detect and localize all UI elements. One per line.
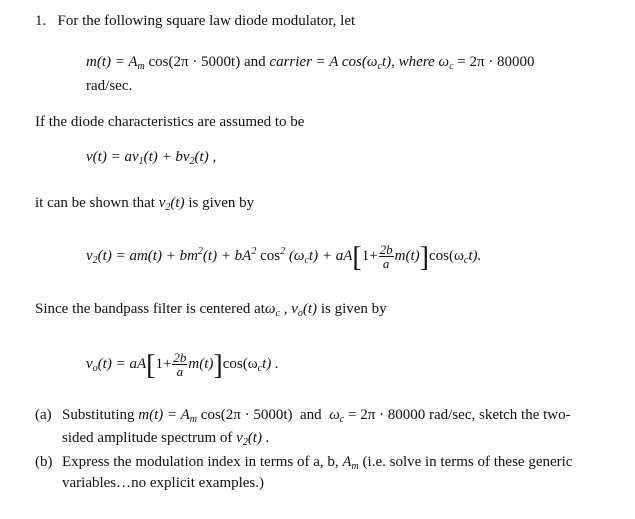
omega-symbol: ω bbox=[438, 54, 450, 70]
part-a-line2 bbox=[62, 429, 269, 447]
bandpass-text: Since the bandpass filter is centered at bbox=[35, 301, 265, 317]
and-word: and bbox=[243, 54, 270, 70]
v2-sub: 2 bbox=[165, 202, 171, 213]
frac-num: 2b bbox=[379, 242, 393, 257]
part-a-line1 bbox=[35, 406, 571, 424]
cos-tail-end: t). bbox=[468, 247, 482, 264]
vo-t: (t) bbox=[302, 301, 318, 317]
cos-tail: cos(ω bbox=[428, 247, 464, 264]
left-bracket: [ bbox=[352, 241, 362, 273]
bp-given: is given by bbox=[317, 301, 387, 317]
part-b-text1: Express the modulation index in terms of a, b, bbox=[62, 454, 343, 470]
one-plus: 1+ bbox=[361, 247, 378, 264]
cos-tail-sub: c bbox=[463, 254, 469, 266]
vo-right-bracket: ] bbox=[213, 349, 223, 381]
fraction-2b-a bbox=[379, 243, 394, 270]
v2-symbol: v bbox=[158, 195, 166, 211]
eq-csub: c bbox=[304, 254, 309, 266]
part-a-m-sub: m bbox=[189, 414, 198, 425]
part-a-v: v bbox=[236, 430, 243, 446]
v2-equation bbox=[86, 241, 482, 273]
eq-c: (t) + bA bbox=[202, 247, 252, 264]
shown-line bbox=[35, 194, 254, 212]
diode-eq-a: v(t) = av bbox=[86, 149, 139, 165]
part-a-omega: ω bbox=[329, 407, 340, 423]
part-a-text1: Substituting bbox=[62, 407, 139, 423]
vo-equation bbox=[86, 349, 279, 381]
shown-text: it can be shown that bbox=[35, 195, 159, 211]
bp-omega-sub: c bbox=[275, 308, 280, 319]
vo-cos-sub: c bbox=[257, 362, 263, 374]
eq-sub: 2 bbox=[92, 254, 98, 266]
vo-eq-a: v bbox=[86, 355, 93, 372]
eq-a: v bbox=[86, 247, 93, 264]
vo-m-t: m(t) bbox=[188, 355, 214, 372]
rad-sec-line: rad/sec. bbox=[86, 78, 133, 94]
vo-frac-num: 2b bbox=[173, 350, 187, 365]
part-a-cos: cos(2π · 5000t) bbox=[197, 407, 293, 423]
bp-comma: , bbox=[279, 301, 292, 317]
vo-eq-sub: o bbox=[92, 362, 98, 374]
carrier-word: carrier bbox=[269, 54, 312, 70]
m-t: m(t) bbox=[394, 247, 420, 264]
part-b-text2: (i.e. solve in terms of these generic bbox=[358, 454, 573, 470]
v2-t: (t) bbox=[170, 195, 185, 211]
eq-sq: 2 bbox=[197, 245, 203, 257]
part-b-line1 bbox=[35, 453, 572, 471]
problem-number: 1. bbox=[35, 13, 47, 29]
carrier-sub: c bbox=[377, 61, 382, 72]
given-by: is given by bbox=[184, 195, 255, 211]
diode-text: If the diode characteristics are assumed to be bbox=[35, 114, 305, 130]
vo-one-plus: 1+ bbox=[155, 355, 172, 372]
bp-omega: ω bbox=[264, 301, 276, 317]
part-b-A-sub: m bbox=[351, 461, 359, 472]
part-a-and: and bbox=[292, 407, 330, 423]
vo-symbol: v bbox=[291, 301, 298, 317]
vo-left-bracket: [ bbox=[146, 349, 156, 381]
message-cos: cos(2π · 5000t) bbox=[144, 54, 244, 70]
eq-e: (ω bbox=[285, 247, 305, 264]
part-b-line2: variables…no explicit examples.) bbox=[62, 475, 265, 491]
bandpass-line bbox=[35, 300, 387, 318]
carrier-t: t), bbox=[381, 54, 399, 70]
vo-eq-end: t) . bbox=[262, 355, 279, 372]
message-carrier-equation bbox=[86, 53, 535, 71]
omega-sub: c bbox=[449, 61, 454, 72]
where-word: where bbox=[398, 54, 439, 70]
part-a-omega-sub: c bbox=[339, 414, 345, 425]
right-bracket: ] bbox=[419, 241, 429, 273]
omega-value: = 2π · 80000 bbox=[453, 54, 535, 70]
diode-sub2: 2 bbox=[189, 156, 195, 167]
part-a-label: (a) bbox=[35, 407, 52, 423]
problem-intro-line bbox=[35, 12, 355, 30]
part-a-line2-text: sided amplitude spectrum of bbox=[62, 430, 237, 446]
eq-b: (t) = am(t) + bm bbox=[97, 247, 198, 264]
vo-frac-den: a bbox=[176, 364, 184, 379]
diode-equation bbox=[86, 148, 216, 166]
eq-d: cos bbox=[256, 247, 281, 264]
vo-eq-b: (t) = aA bbox=[97, 355, 147, 372]
diode-eq-b: (t) + bv bbox=[143, 149, 190, 165]
problem-intro: For the following square law diode modulator, let bbox=[57, 13, 356, 29]
part-b-label: (b) bbox=[35, 454, 53, 470]
part-a-val: = 2π · 80000 rad/sec, sketch the two- bbox=[344, 407, 571, 423]
diode-eq-c: (t) , bbox=[194, 149, 217, 165]
eq-f: t) + aA bbox=[308, 247, 353, 264]
message-lhs: m(t) = A bbox=[86, 54, 138, 70]
message-amp-sub: m bbox=[137, 61, 145, 72]
frac-den: a bbox=[382, 256, 390, 271]
carrier-rhs: = A cos(ω bbox=[311, 54, 378, 70]
eq-sq3: 2 bbox=[280, 245, 286, 257]
eq-sq2: 2 bbox=[251, 245, 257, 257]
part-a-v-sub: 2 bbox=[242, 437, 248, 448]
part-a-m: m(t) = A bbox=[138, 407, 190, 423]
part-b-A: A bbox=[342, 454, 352, 470]
diode-sub1: 1 bbox=[138, 156, 144, 167]
vo-sub: o bbox=[297, 308, 303, 319]
vo-fraction bbox=[172, 351, 187, 378]
vo-cos: cos(ω bbox=[222, 355, 258, 372]
part-a-v-t: (t) . bbox=[247, 430, 270, 446]
